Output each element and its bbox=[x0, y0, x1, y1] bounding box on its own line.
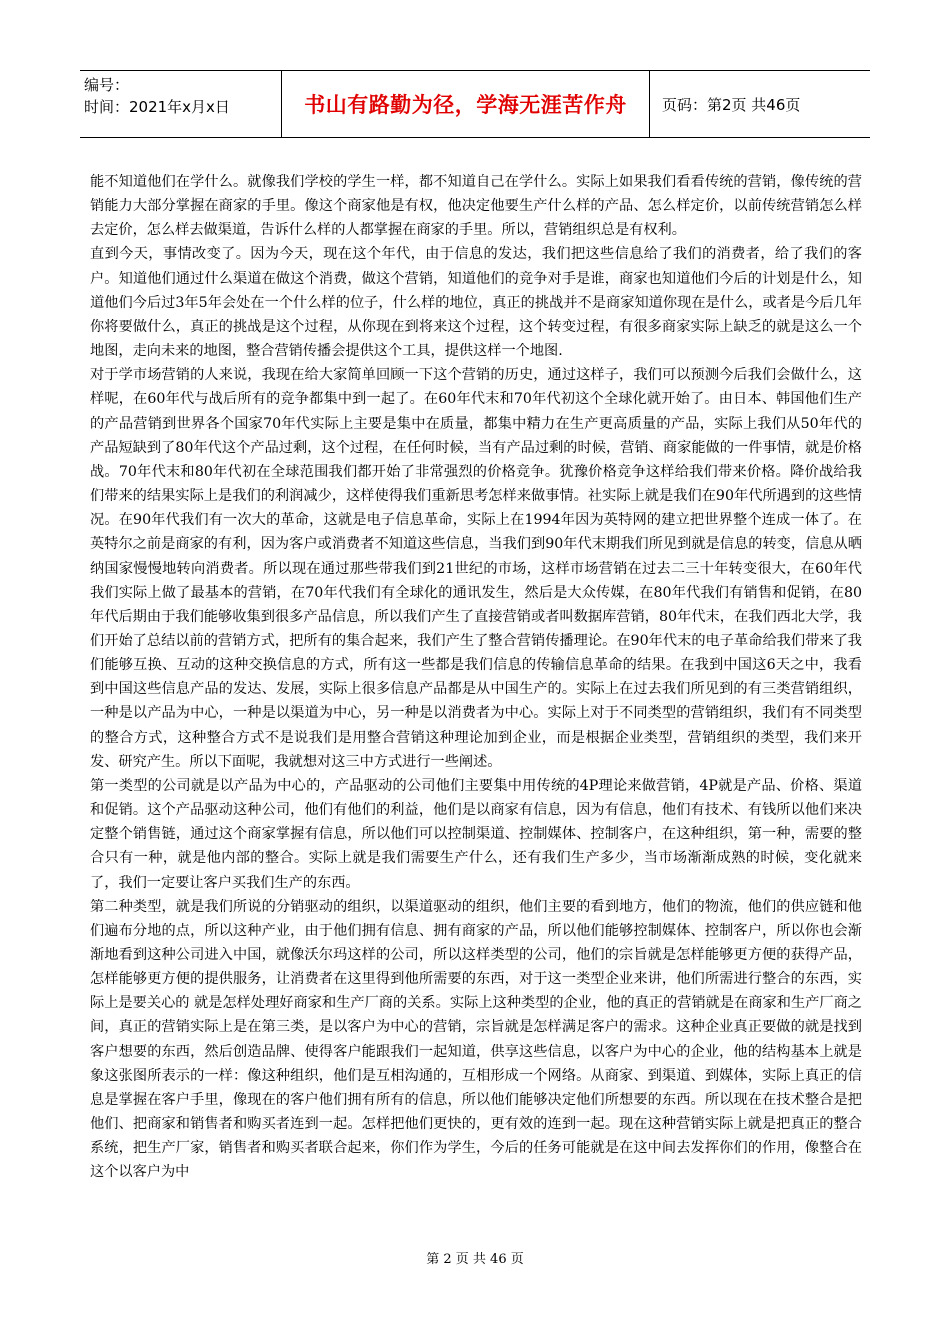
paragraph: 能不知道他们在学什么。就像我们学校的学生一样，都不知道自己在学什么。实际上如果我们看看传统的营销，像传统的营销能力大部分掌握在商家的手里。像这个商家他是有权，他决定他要生产什么样的产品、怎么样定价，以前传统营销怎么样去定价，怎么样去做渠道，告诉什么样的人都掌握在商家的手里。所以，营销组织总是有权利。 bbox=[90, 174, 862, 239]
document-body bbox=[90, 170, 862, 1185]
paragraph: 直到今天，事情改变了。因为今天，现在这个年代，由于信息的发达，我们把这些信息给了我们的消费者，给了我们的客户。知道他们通过什么渠道在做这个消费，做这个营销，知道他们的竞争对手是谁，商家也知道他们今后的计划是什么，知道他们今后过3年5年会处在一个什么样的位子，什么样的地位，真正的挑战并不是商家知道你现在是什么，或者是今后几年你将要做什么，真正的挑战是这个过程，从你现在到将来这个过程，这个转变过程，有很多商家实际上缺乏的就是这么一个地图，走向未来的地图，整合营销传播会提供这个工具，提供这样一个地图. bbox=[90, 246, 862, 360]
header-meta bbox=[80, 71, 282, 137]
document-number: 编号： bbox=[84, 76, 130, 94]
document-time: 时间：2021年x月x日 bbox=[84, 98, 230, 116]
header-page-number: 页码：第2页 共46页 bbox=[662, 95, 801, 114]
paragraph: 第二种类型，就是我们所说的分销驱动的组织，以渠道驱动的组织，他们主要的看到地方，他们的物流，他们的供应链和他们遍布分地的点，所以这种产业，由于他们拥有信息、拥有商家的产品，所以他们能够控制媒体、控制客户，所以你也会渐渐地看到这种公司进入中国，就像沃尔玛这样的公司，所以这样类型的公司，他们的宗旨就是怎样能够更方便的获得产品，怎样能够更方便的提供服务，让消费者在这里得到他所需要的东西，对于这一类型企业来讲，他们所需进行整合的东西，实际上是要关心的 就是怎样处理好商家和生产厂商的关系。实际上这种类型的企业，他的真正的营销就是在商家和生产厂商之间，真正的营销实际上是在第三类，是以客户为中心的营销，宗旨就是怎样满足客户的需求。这种企业真正要做的就是找到客户想要的东西，然后创造品牌、使得客户能跟我们一起知道，供享这些信息，以客户为中心的企业，他的结构基本上就是象这张图所表示的一样：像这种组织，他们是互相沟通的，互相形成一个网络。从商家、到渠道、到媒体，实际上真正的信息是掌握在客户手里，像现在的客户他们拥有所有的信息，所以他们能够决定他们所想要的东西。所以现在在技术整合是把他们、把商家和销售者和购买者连到一起。怎样把他们更快的，更有效的连到一起。现在这种营销实际上就是把真正的整合系统，把生产厂家，销售者和购买者联合起来，你们作为学生，今后的任务可能就是在这中间去发挥你们的作用，像整合在这个以客户为中 bbox=[90, 898, 862, 1181]
header-motto: 书山有路勤为径，学海无涯苦作舟 bbox=[282, 71, 650, 137]
page-header bbox=[80, 70, 870, 138]
paragraph: 对于学市场营销的人来说，我现在给大家简单回顾一下这个营销的历史，通过这样子，我们可以预测今后我们会做什么，这样呢，在60年代与战后所有的竞争都集中到一起了。在60年代末和70年代初这个全球化就开始了。由日本、韩国他们生产的产品营销到世界各个国家70年代实际上主要是集中在质量，都集中精力在生产更高质量的产品，实际上我们从50年代的产品短缺到了80年代这个产品过剩，这个过程，在任何时候，当有产品过剩的时候，营销、商家能做的一件事情，就是价格战。70年代末和80年代初在全球范围我们都开始了非常强烈的价格竞争。犹豫价格竞争这样给我们带来价格。降价战给我们带来的结果实际上是我们的利润减少，这样使得我们重新思考怎样来做事情。社实际上就是我们在90年代所遇到的这些情况。在90年代我们有一次大的革命，这就是电子信息革命，实际上在1994年因为英特网的建立把世界整个连成一体了。在英特尔之前是商家的有利，因为客户或消费者不知道这些信息，当我们到90年代末期我们所见到就是信息的转变，信息从晒纳国家慢慢地转向消费者。所以现在通过那些带我们到21世纪的市场，这样市场营销在过去二三十年转变很大，在60年代我们实际上做了最基本的营销，在70年代我们有全球化的通讯发生，然后是大众传媒，在80年代我们有销售和促销，在80年代后期由于我们能够收集到很多产品信息，所以我们产生了直接营销或者叫数据库营销，80年代末，在我们西北大学，我们开始了总结以前的营销方式，把所有的集合起来，我们产生了整合营销传播理论。在90年代末的电子革命给我们带来了我们能够互换、互动的这种交换信息的方式，所有这一些都是我们信息的传输信息革命的结果。在我到中国这6天之中，我看到中国这些信息产品的发达、发展，实际上很多信息产品都是从中国生产的。实际上在过去我们所见到的有三类营销组织，一种是以产品为中心，一种是以渠道为中心，另一种是以消费者为中心。实际上对于不同类型的营销组织，我们有不同类型的整合方式，这种整合方式不是说我们是用整合营销这种理论加到企业，而是根据企业类型，营销组织的类型，我们来开发、研究产生。所以下面呢，我就想对这三中方式进行一些阐述。 bbox=[90, 367, 862, 770]
page-footer: 第 2 页 共 46 页 bbox=[426, 1252, 524, 1267]
paragraph: 第一类型的公司就是以产品为中心的，产品驱动的公司他们主要集中用传统的4P理论来做营销，4P就是产品、价格、渠道和促销。这个产品驱动这种公司，他们有他们的利益，他们是以商家有信息，因为有信息，他们有技术、有钱所以他们来决定整个销售链，通过这个商家掌握有信息，所以他们可以控制渠道、控制媒体、控制客户，在这种组织，第一种，需要的整合只有一种，就是他内部的整合。实际上就是我们需要生产什么，还有我们生产多少，当市场渐渐成熟的时候，变化就来了，我们一定要让客户买我们生产的东西。 bbox=[90, 777, 862, 891]
